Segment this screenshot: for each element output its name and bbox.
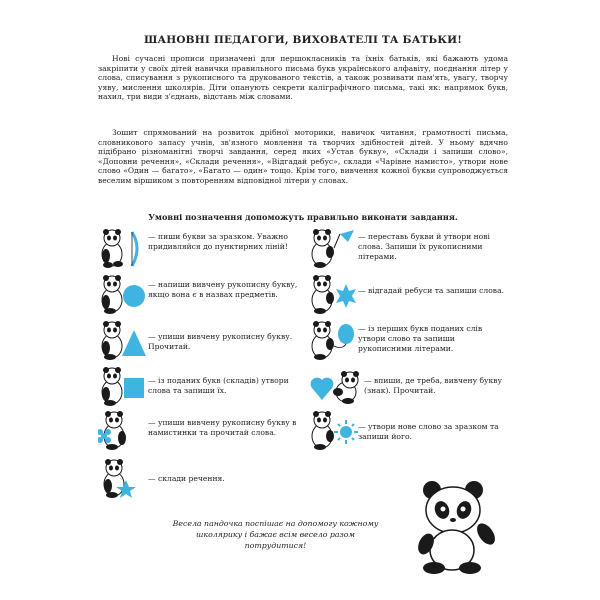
panda-starburst-icon: [308, 274, 358, 316]
intro-paragraph-1: Нові сучасні прописи призначені для першокласників та їхніх батьків, які бажають удома закріпити у своїх дітей навички правильного письма букв українського алфавіту, поєднання літер у слова, списування з рукописного та друкованого текстів, а також розвивати пам'ять, увагу, творчу уяву, мислення школярів. Діти опанують секрети каліграфічного письма, такі як: напрямок букв, нахил, три види з'єднань, відстань між словами.: [98, 54, 508, 102]
legend-item-triangle: [98, 320, 303, 362]
panda-flag-icon: [308, 228, 358, 270]
legend-text: — із перших букв поданих слів утвори слово та запиши рукописними літерами.: [358, 324, 483, 353]
legend-item-square: [98, 366, 303, 408]
legend-text: — утвори нове слово за зразком та запиши його.: [358, 422, 499, 441]
panda-balloon-icon: [308, 320, 358, 362]
panda-square-icon: [98, 366, 148, 408]
legend-text: — впиши, де треба, вивчену букву (знак). Прочитай.: [364, 376, 503, 395]
panda-circle-icon: [98, 274, 148, 316]
legend-text: — із поданих букв (складів) утвори слова та запиши їх.: [148, 376, 289, 395]
footer-text: Весела пандочка поспішає на допомогу кожному школярику і бажає всім весело разом потрудитися!: [172, 519, 379, 550]
legend-item-circle: [98, 274, 303, 316]
panda-heart-icon: [308, 366, 364, 408]
panda-sun-icon: [308, 410, 358, 452]
legend-item-balloon: [308, 320, 508, 362]
legend-text: — переставь букви й утвори нові слова. Запиши їх рукописними літерами.: [358, 232, 490, 261]
page-title: ШАНОВНІ ПЕДАГОГИ, ВИХОВАТЕЛІ ТА БАТЬКИ!: [143, 34, 463, 46]
legend-item-flag: [308, 228, 508, 270]
legend-text: — напиши вивчену рукописну букву, якщо вона є в назвах предметів.: [148, 280, 298, 299]
panda-bow-icon: [98, 228, 148, 270]
legend-item-starburst: [308, 274, 508, 316]
legend-item-star: [98, 458, 303, 500]
panda-star-icon: [98, 458, 148, 500]
panda-flower-icon: [98, 410, 148, 452]
panda-triangle-icon: [98, 320, 148, 362]
legend-title: Умовні позначення допоможуть правильно виконати завдання.: [148, 212, 458, 222]
legend-item-bow: [98, 228, 303, 270]
legend-item-heart: [308, 366, 508, 408]
intro-paragraph-2: Зошит спрямований на розвиток дрібної моторики, навичок читання, грамотності письма, словникового запасу учнів, зв'язного мовлення та творчих здібностей дітей. У ньому вдячно підібрано різноманітні творчі завдання, серед яких «Устав букву», «Склади і запиши слово», «Доповни речення», «Склади речення», «Відгадай ребус», склади «Чарівне намисто», утвори нове слово «Один — багато», «Багато — один» тощо. Крім того, вивчення кожної букви супроводжується веселим віршиком з повторенням відповідної літери у словах.: [98, 128, 508, 185]
legend-item-flower: [98, 410, 303, 452]
legend-text: — відгадай ребуси та запиши слова.: [358, 286, 505, 295]
legend-text: — упиши вивчену рукописну букву. Прочитай.: [148, 332, 293, 351]
page: [98, 30, 508, 575]
legend-text: — упиши вивчену рукописну букву в намистинки та прочитай слова.: [148, 418, 297, 437]
legend-text: — пиши букви за зразком. Уважно придивляйся до пунктирних ліній!: [148, 232, 288, 251]
legend-text: — склади речення.: [148, 474, 225, 483]
legend-item-sun: [308, 410, 508, 452]
panda-mascot-icon: [410, 480, 500, 575]
